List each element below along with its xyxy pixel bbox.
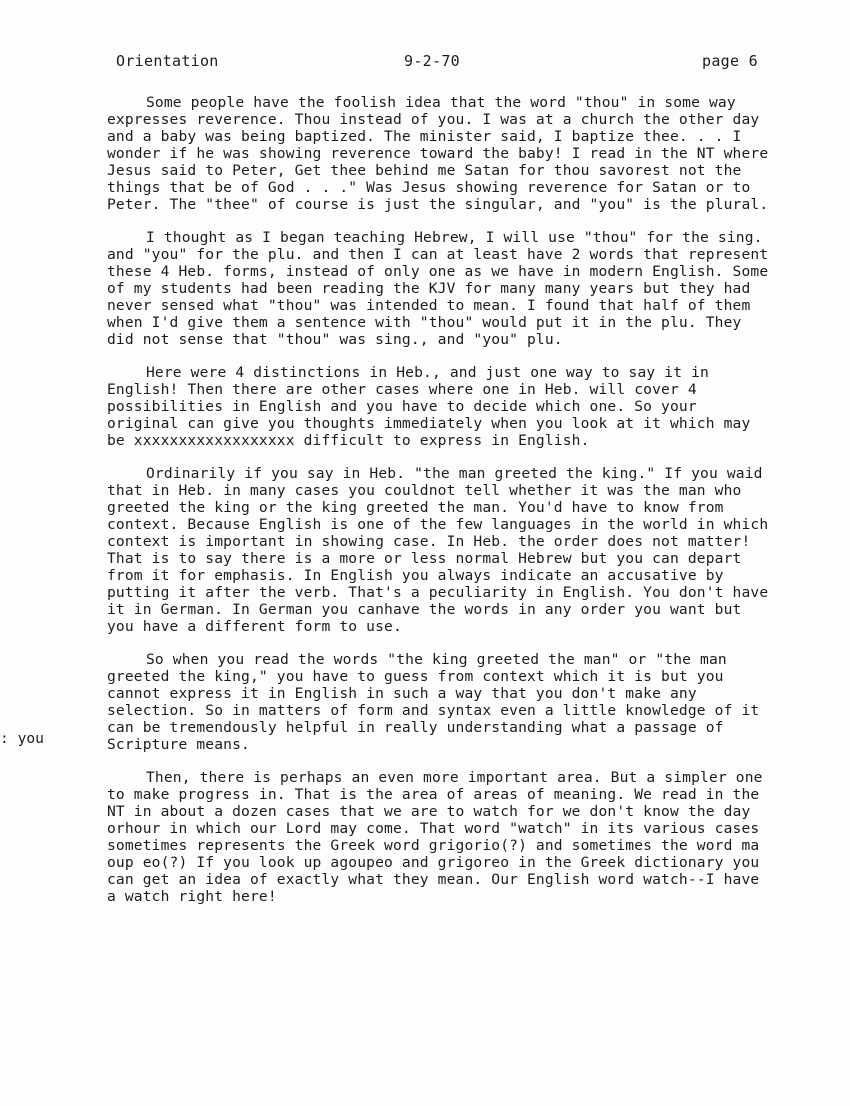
- document-date: 9-2-70: [404, 52, 460, 70]
- body-text: [107, 94, 772, 921]
- paragraph: Here were 4 distinctions in Heb., and just one way to say it in English! Then there are other cases where one in Heb. will cover 4 possibilities in English and you have to decide which one. So your original can give you thoughts immediately when you look at it which may be xxxxxxxxxxxxxxxxxx difficult to express in English.: [107, 364, 751, 449]
- paragraph: So when you read the words "the king greeted the man" or "the man greeted the king," you have to guess from context which it is but you cannot express it in English in such a way that you don't make any selection. So in matters of form and syntax even a little knowledge of it can be tremendously helpful in really understanding what a passage of Scripture means.: [107, 651, 760, 753]
- paragraph: Ordinarily if you say in Heb. "the man greeted the king." If you waid that in Heb. in many cases you couldnot tell whether it was the man who greeted the king or the king greeted the man. You'd have to know from context. Because English is one of the few languages in the world in which context is important in showing case. In Heb. the order does not matter! That is to say there is a more or less normal Hebrew but you can depart from it for emphasis. In English you always indicate an accusative by putting it after the verb. That's a peculiarity in English. You don't have it in German. In German you canhave the words in any order you want but you have a different form to use.: [107, 465, 769, 635]
- paragraph: I thought as I began teaching Hebrew, I will use "thou" for the sing. and "you" for the plu. and then I can at least have 2 words that represent these 4 Heb. forms, instead of only one as we have in modern English. Some of my students had been reading the KJV for many many years but they had never sensed what "thou" was intended to mean. I found that half of them when I'd give them a sentence with "thou" would put it in the plu. They did not sense that "thou" was sing., and "you" plu.: [107, 229, 769, 348]
- document-title: Orientation: [116, 52, 219, 70]
- page-header: [116, 52, 758, 74]
- paragraph: Some people have the foolish idea that the word "thou" in some way expresses reverence. Thou instead of you. I was at a church the other day and a baby was being baptized. The minister said, I baptize thee. . . I wonder if he was showing reverence toward the baby! I read in the NT where Jesus said to Peter, Get thee behind me Satan for thou savorest not the things that be of God . . ." Was Jesus showing reverence for Satan or to Peter. The "thee" of course is just the singular, and "you" is the plural.: [107, 94, 769, 213]
- paragraph: Then, there is perhaps an even more important area. But a simpler one to make progress in. That is the area of areas of meaning. We read in the NT in about a dozen cases that we are to watch for we don't know the day orhour in which our Lord may come. That word "watch" in its various cases sometimes represents the Greek word grigorio(?) and sometimes the word ma oup eo(?) If you look up agoupeo and grigoreo in the Greek dictionary you can get an idea of exactly what they mean. Our English word watch--I have a watch right here!: [107, 769, 763, 905]
- margin-note: : you: [0, 730, 44, 747]
- page-number: page 6: [702, 52, 758, 70]
